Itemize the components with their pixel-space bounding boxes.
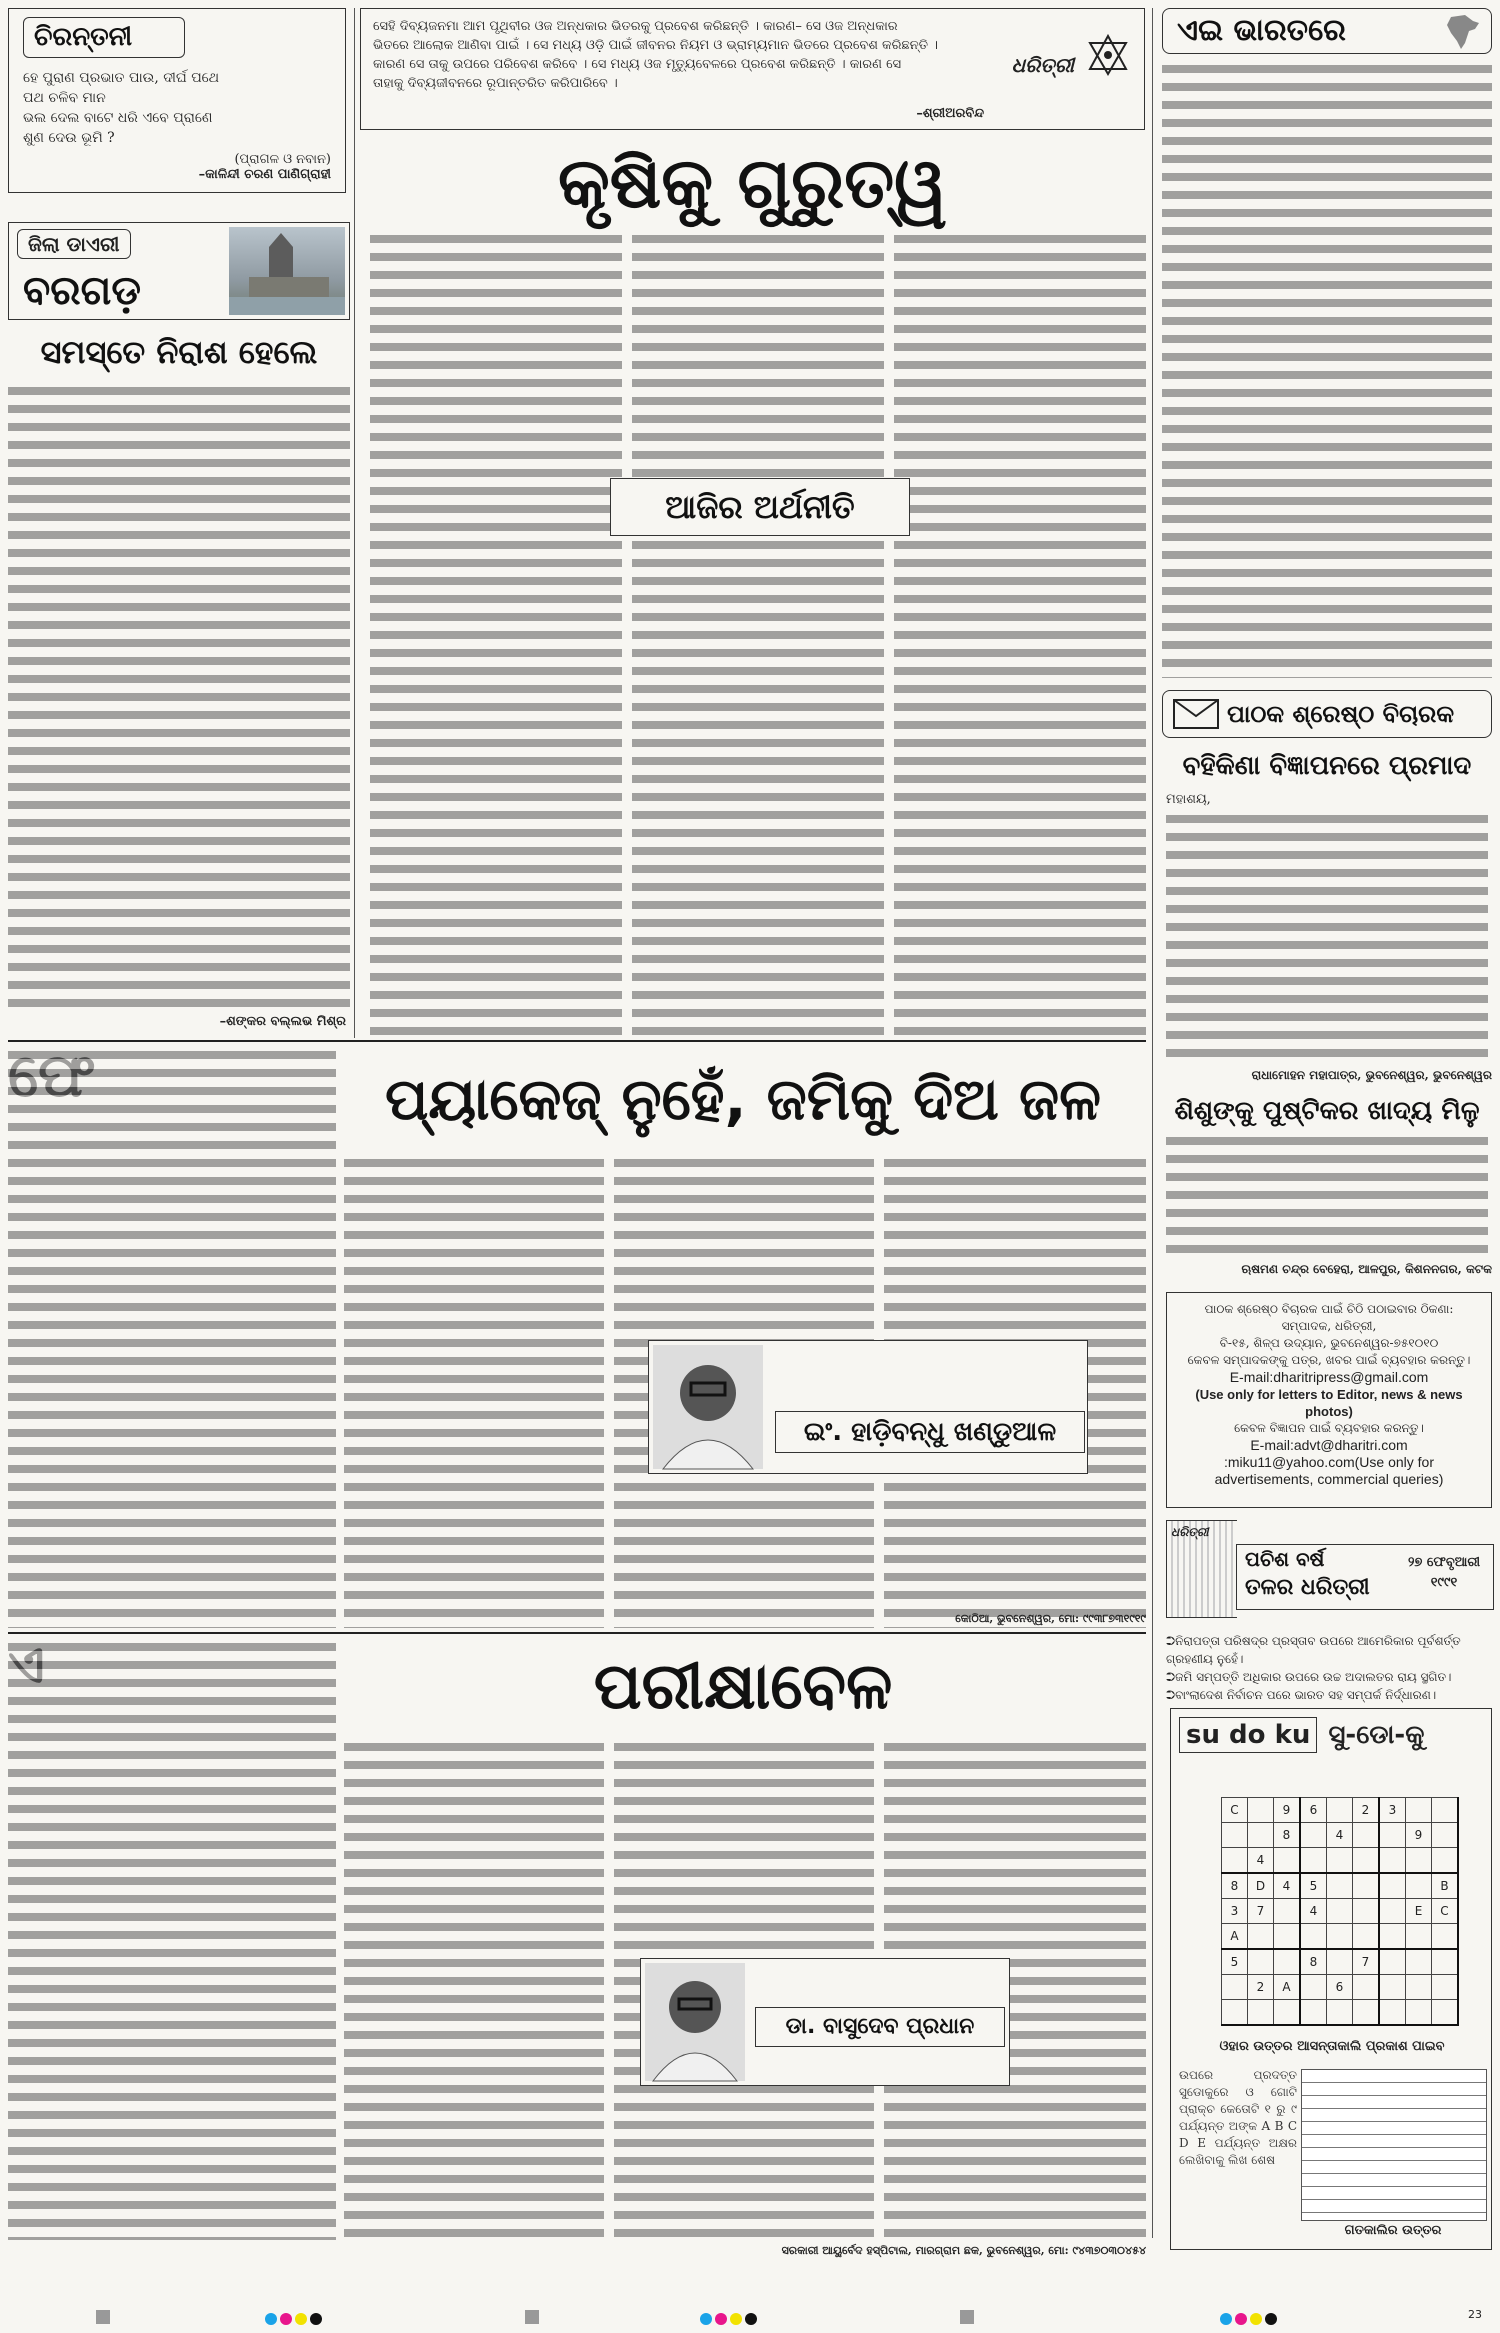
sudoku-cell[interactable] <box>1248 1823 1274 1848</box>
district-name: ବରଗଡ଼ <box>23 268 141 314</box>
sudoku-cell[interactable] <box>1406 1798 1432 1823</box>
sudoku-cell[interactable] <box>1300 1924 1327 1950</box>
sudoku-solution-grid <box>1301 2069 1487 2221</box>
brand-logo: ଧରିତ୍ରୀ <box>1011 53 1074 77</box>
sudoku-cell[interactable]: A <box>1222 1924 1248 1950</box>
sudoku-cell[interactable] <box>1353 1848 1380 1874</box>
registration-bar <box>960 2310 974 2324</box>
cmyk-dots <box>700 2310 760 2329</box>
letter-body <box>1166 812 1488 1062</box>
email-yahoo-note: advertisements, commercial queries) <box>1214 1471 1444 1487</box>
sudoku-cell[interactable] <box>1300 1848 1327 1874</box>
poem-line: ହେ ପୁରାଣ ପ୍ରଭାତ ପାଉ, ଦୀର୍ଘ ପଥେ <box>23 70 220 86</box>
contact-line: ସମ୍ପାଦକ, ଧରିତ୍ରୀ, <box>1281 1319 1377 1333</box>
column-rule <box>354 8 355 1038</box>
sudoku-cell[interactable] <box>1379 1873 1406 1899</box>
sudoku-cell[interactable] <box>1353 2000 1380 2026</box>
sudoku-cell[interactable] <box>1432 2000 1459 2026</box>
sudoku-cell[interactable]: 7 <box>1248 1899 1274 1924</box>
history-item: ➲ନିରାପତ୍ତା ପରିଷଦ୍ର ପ୍ରସ୍ତାବ ଉପରେ ଆମେରିକାର ପୂର୍ବଶର୍ତ୍ତ ଗ୍ରହଣୀୟ ନୁହେଁ। <box>1166 1634 1461 1666</box>
quote-line: ସେହି ଦିବ୍ୟଜନମା ଆମ ପୃଥିବୀର ଓଜ ଅନ୍ଧକାର ଭିତରକୁ ପ୍ରବେଶ କରିଛନ୍ତି । କାରଣ– ସେ ଓଜ ଅନ୍ଧକାର <box>373 19 898 34</box>
poem-line: ଭଲ ଦେଲ ବାଟେ ଧରି ଏବେ ପ୍ରାଣେ <box>23 110 213 126</box>
sudoku-cell[interactable]: 4 <box>1327 1823 1353 1848</box>
sudoku-cell[interactable]: 5 <box>1300 1873 1327 1899</box>
contact-ad-note: କେବଳ ବିଜ୍ଞାପନ ପାଇଁ ବ୍ୟବହାର କରନ୍ତୁ। <box>1234 1421 1424 1435</box>
sudoku-cell[interactable]: E <box>1406 1899 1432 1924</box>
sudoku-cell[interactable] <box>1379 1924 1406 1950</box>
package-col-1 <box>8 1048 336 1628</box>
sudoku-answer-note: ଓହାର ଉତ୍ତର ଆସନ୍ତାକାଲି ପ୍ରକାଶ ପାଇବ <box>1219 2039 1445 2054</box>
quote-line: କାରଣ ସେ ତାକୁ ଉପରେ ପରିବେଶ କରିବେ । ସେ ମଧ୍ୟ ଓଜ ମୃତ୍ୟୁବେଳରେ ପ୍ରବେଶ କରିଛନ୍ତି । କାରଣ ସେ <box>373 57 902 72</box>
sudoku-cell[interactable] <box>1406 2000 1432 2026</box>
sudoku-cell[interactable]: 6 <box>1327 1975 1353 2000</box>
text-column <box>8 1048 336 1628</box>
sudoku-cell[interactable] <box>1432 1848 1459 1874</box>
package-author-box <box>648 1340 1088 1474</box>
poem-source: (ପ୍ରାଗଳ ଓ ନବାନ) <box>234 152 331 167</box>
quote-line: ତାହାକୁ ଦିବ୍ୟଜୀବନରେ ରୂପାନ୍ତରିତ କରିପାରିବେ । <box>373 76 618 91</box>
poem-author: –କାଳିନ୍ଦୀ ଚରଣ ପାଣିଗ୍ରାହୀ <box>198 167 331 182</box>
editorial-col-2 <box>632 232 884 1037</box>
sudoku-instructions: ଉପରେ ପ୍ରଦତ୍ତ ସୁଡୋକୁରେ ଓ ଗୋଟି ପ୍ରାକ୍ଚ କେତୋଟି ୧ ରୁ ୯ ପର୍ଯ୍ୟନ୍ତ ଅଙ୍କ A B C D E ପର୍ଯ୍ୟନ୍ତ ଅକ୍ଷର ଲେଖିବାକୁ ଲିଖ ଶେଷ <box>1179 2068 1297 2167</box>
sudoku-cell[interactable] <box>1406 1949 1432 1975</box>
editorial-col-3 <box>894 232 1146 1037</box>
cmyk-dots <box>265 2310 325 2329</box>
sudoku-cell[interactable] <box>1379 1848 1406 1874</box>
exam-author-box <box>640 1958 1010 2086</box>
history-box <box>1166 1520 1492 1632</box>
exam-col-2 <box>344 1740 604 2240</box>
sudoku-cell[interactable] <box>1432 1823 1459 1848</box>
sudoku-cell[interactable]: D <box>1248 1873 1274 1899</box>
sudoku-cell[interactable] <box>1432 1798 1459 1823</box>
package-col-2 <box>344 1156 604 1628</box>
text-column <box>370 232 622 1037</box>
sudoku-cell[interactable] <box>1406 1873 1432 1899</box>
sudoku-cell[interactable] <box>1222 1848 1248 1874</box>
sudoku-cell[interactable] <box>1353 1924 1380 1950</box>
sudoku-cell[interactable] <box>1406 1975 1432 2000</box>
sudoku-cell[interactable] <box>1300 2000 1327 2026</box>
text-column <box>8 384 350 1012</box>
star-emblem-icon <box>1086 33 1130 77</box>
editorial-tag: ଆଜିର ଅର୍ଥନୀତି <box>665 488 855 526</box>
registration-bar <box>525 2310 539 2324</box>
sudoku-cell[interactable]: 4 <box>1274 1873 1301 1899</box>
email-editor-note: (Use only for letters to Editor, news & news photos) <box>1195 1387 1463 1419</box>
sudoku-row <box>1222 1949 1459 1975</box>
sudoku-cell[interactable] <box>1248 1798 1274 1823</box>
print-marks <box>0 2300 1500 2333</box>
reader-section-title: ପାଠକ ଶ୍ରେଷ୍ଠ ବିଚାରକ <box>1227 700 1455 728</box>
history-subtitle: ତଳର ଧରିତ୍ରୀ <box>1245 1575 1370 1600</box>
cmyk-dots <box>1220 2310 1280 2329</box>
text-column <box>344 1156 604 1628</box>
poem-line: ପଥ ଚଳିବ ମାନ <box>23 90 106 106</box>
section-title: ଚିରନ୍ତନୀ <box>23 17 185 58</box>
sudoku-cell[interactable] <box>1274 1924 1301 1950</box>
exam-col-1 <box>8 1640 336 2240</box>
sudoku-cell[interactable]: 9 <box>1274 1798 1301 1823</box>
sudoku-row <box>1222 1899 1459 1924</box>
sudoku-cell[interactable]: A <box>1274 1975 1301 2000</box>
district-label: ଜିଲା ଡାଏରୀ <box>17 229 131 259</box>
sudoku-cell[interactable] <box>1432 1924 1459 1950</box>
sudoku-cell[interactable] <box>1300 1823 1327 1848</box>
sudoku-row <box>1222 1924 1459 1950</box>
sudoku-title <box>1179 1717 1424 1753</box>
ei-bharatare-body <box>1162 62 1492 678</box>
sudoku-cell[interactable] <box>1327 1848 1353 1874</box>
sudoku-cell[interactable]: 4 <box>1300 1899 1327 1924</box>
history-brand-tab <box>1166 1520 1237 1618</box>
sudoku-cell[interactable]: 8 <box>1300 1949 1327 1975</box>
sudoku-cell[interactable] <box>1274 2000 1301 2026</box>
text-column <box>894 232 1146 1037</box>
text-column <box>1162 62 1492 678</box>
letter-headline: ବହିକିଣା ବିଜ୍ଞାପନରେ ପ୍ରମାଦ <box>1182 751 1472 781</box>
sudoku-cell[interactable] <box>1406 1848 1432 1874</box>
editorial-headline: କୃଷିକୁ ଗୁରୁତ୍ୱ <box>557 142 948 224</box>
contact-intro: ପାଠକ ଶ୍ରେଷ୍ଠ ବିଚାରକ ପାଇଁ ଚିଠି ପଠାଇବାର ଠିକଣା: <box>1204 1302 1454 1316</box>
text-column <box>8 1640 336 2240</box>
sudoku-cell[interactable] <box>1327 1899 1353 1924</box>
second-letter-author: ଋଷମଣ ଚନ୍ଦ୍ର ବେହେରା, ଆଳପୁର, କିଶନନଗର, କଟକ <box>1241 1262 1492 1276</box>
contact-box <box>1166 1292 1492 1508</box>
exam-address: ସରକାରୀ ଆୟୁର୍ବେଦ ହସ୍ପିଟାଲ, ମାରଗ୍ରାମ ଛକ, ଭୁବନେଶ୍ୱର, ମୋ: ୯୪୩୭୦୩୦୪୫୪ <box>781 2244 1146 2257</box>
text-column <box>1166 1134 1488 1258</box>
sudoku-row <box>1222 2000 1459 2026</box>
second-letter-body <box>1166 1134 1488 1258</box>
sudoku-cell[interactable] <box>1274 1848 1301 1874</box>
envelope-icon <box>1173 699 1219 729</box>
quote-text <box>373 17 973 93</box>
editorial-tag-box <box>610 478 910 536</box>
sudoku-cell[interactable] <box>1327 1949 1353 1975</box>
sudoku-cell[interactable] <box>1248 1949 1274 1975</box>
temple-photo <box>229 227 345 315</box>
sudoku-cell[interactable] <box>1248 2000 1274 2026</box>
right-header-title: ଏଇ ଭାରତରେ <box>1177 13 1346 48</box>
package-author: ଇଂ. ହାଡ଼ିବନ୍ଧୁ ଖଣ୍ଡୁଆଳ <box>775 1411 1085 1453</box>
exam-headline: ପରୀକ୍ଷାବେଳ <box>593 1650 893 1724</box>
sudoku-cell[interactable]: C <box>1432 1899 1459 1924</box>
sudoku-cell[interactable] <box>1379 1975 1406 2000</box>
sudoku-cell[interactable]: 6 <box>1300 1798 1327 1823</box>
ei-bharatare-header <box>1162 8 1492 54</box>
sudoku-solution-label: ଗତକାଲିର ଉତ୍ତର <box>1344 2223 1442 2238</box>
package-headline: ପ୍ୟାକେଜ୍ ନୁହେଁ, ଜମିକୁ ଦିଅ ଜଳ <box>384 1065 1102 1133</box>
sudoku-cell[interactable] <box>1353 1975 1380 2000</box>
sudoku-cell[interactable] <box>1353 1899 1380 1924</box>
history-brand: ଧରିତ୍ରୀ <box>1171 1525 1209 1539</box>
editorial-col-1 <box>370 232 622 1037</box>
sudoku-cell[interactable]: C <box>1222 1798 1248 1823</box>
sudoku-cell[interactable] <box>1379 1823 1406 1848</box>
sudoku-cell[interactable] <box>1274 1899 1301 1924</box>
author-photo <box>653 1345 763 1469</box>
sudoku-title-or: ସୁ-ଡୋ-କୁ <box>1328 1720 1425 1750</box>
sudoku-cell[interactable]: B <box>1432 1873 1459 1899</box>
sudoku-title-en: su do ku <box>1179 1717 1317 1753</box>
history-years: ପଚିଶ ବର୍ଷ <box>1245 1547 1325 1571</box>
sudoku-cell[interactable] <box>1432 1949 1459 1975</box>
contact-line: ବି-୧୫, ଶିଳ୍ପ ଉଦ୍ୟାନ, ଭୁବନେଶ୍ୱର-୭୫୧୦୧୦ <box>1219 1336 1439 1350</box>
quote-line: ଭିତରେ ଆଲୋକ ଆଣିବା ପାଇଁ । ସେ ମଧ୍ୟ ଓଡ଼ି ପାଇଁ ଜୀବନର ନିୟମ ଓ ଭ୍ରାମ୍ୟମାନ ଭିତରେ ପ୍ରବେଶ କରିଛନ୍ତି । <box>373 38 938 53</box>
sudoku-cell[interactable] <box>1406 1924 1432 1950</box>
sudoku-cell[interactable] <box>1222 1823 1248 1848</box>
contact-line: କେବଳ ସମ୍ପାଦକଙ୍କୁ ପତ୍ର, ଖବର ପାଇଁ ବ୍ୟବହାର କରନ୍ତୁ। <box>1187 1353 1471 1367</box>
poem <box>23 68 331 148</box>
exam-author: ଡା. ବାସୁଦେବ ପ୍ରଧାନ <box>755 2007 1005 2047</box>
sudoku-cell[interactable]: 5 <box>1222 1949 1248 1975</box>
sudoku-cell[interactable] <box>1327 1873 1353 1899</box>
text-column <box>632 232 884 1037</box>
sudoku-cell[interactable] <box>1248 1924 1274 1950</box>
sudoku-cell[interactable] <box>1432 1975 1459 2000</box>
letter-author: ରାଧାମୋହନ ମହାପାତ୍ର, ଭୁବନେଶ୍ୱର, ଭୁବନେଶ୍ୱର <box>1251 1068 1492 1082</box>
registration-bar <box>96 2310 110 2324</box>
sudoku-cell[interactable] <box>1327 1798 1353 1823</box>
sudoku-cell[interactable] <box>1222 2000 1248 2026</box>
history-title-box <box>1236 1544 1494 1610</box>
sudoku-row <box>1222 1823 1459 1848</box>
sudoku-cell[interactable]: 3 <box>1379 1798 1406 1823</box>
district-box <box>8 222 350 320</box>
sudoku-cell[interactable]: 2 <box>1248 1975 1274 2000</box>
section-rule <box>8 1632 1146 1634</box>
author-photo <box>645 1963 745 2081</box>
story-left-byline: –ଶଙ୍କର ବଲ୍ଲଭ ମିଶ୍ର <box>219 1014 346 1029</box>
email-advt[interactable]: E-mail:advt@dharitri.com <box>1250 1437 1408 1453</box>
sudoku-cell[interactable]: 2 <box>1353 1798 1380 1823</box>
sudoku-row <box>1222 1873 1459 1899</box>
history-items <box>1166 1632 1492 1702</box>
sudoku-cell[interactable] <box>1274 1949 1301 1975</box>
sudoku-cell[interactable] <box>1353 1823 1380 1848</box>
sudoku-cell[interactable]: 8 <box>1222 1873 1248 1899</box>
sudoku-cell[interactable] <box>1379 2000 1406 2026</box>
story-left-body <box>8 384 350 1012</box>
history-item: ➲ଜମି ସମ୍ପତ୍ତି ଅଧିକାର ଉପରେ ଉଚ୍ଚ ଅଦାଲତର ରାୟ ସ୍ଥଗିତ। <box>1166 1670 1452 1684</box>
page-number: 23 <box>1468 2308 1482 2321</box>
sudoku-cell[interactable] <box>1353 1873 1380 1899</box>
story-left-headline: ସମସ୍ତେ ନିରାଶ ହେଲେ <box>40 333 318 371</box>
sudoku-row <box>1222 1798 1459 1823</box>
section-rule <box>8 1040 1146 1042</box>
chirantani-box <box>8 8 346 193</box>
reader-section-header <box>1162 690 1492 738</box>
sudoku-row <box>1222 1848 1459 1874</box>
sudoku-cell[interactable]: 3 <box>1222 1899 1248 1924</box>
history-item: ➲ବାଂଲାଦେଶ ନିର୍ବାଚନ ପରେ ଭାରତ ସହ ସମ୍ପର୍କ ନିର୍ଦ୍ଧାରଣ। <box>1166 1688 1437 1702</box>
sudoku-cell[interactable]: 9 <box>1406 1823 1432 1848</box>
letter-salutation: ମହାଶୟ, <box>1166 792 1211 807</box>
package-address: କୋଠିଆ, ଭୁବନେଶ୍ୱର, ମୋ: ୯୯୩୮୭୩୧୯୧୯ <box>955 1612 1146 1625</box>
email-editor[interactable]: E-mail:dharitripress@gmail.com <box>1229 1369 1429 1385</box>
sudoku-cell[interactable] <box>1300 1975 1327 2000</box>
sudoku-cell[interactable] <box>1379 1949 1406 1975</box>
second-letter-headline: ଶିଶୁଙ୍କୁ ପୁଷ୍ଟିକର ଖାଦ୍ୟ ମିଳୁ <box>1174 1096 1480 1126</box>
text-column <box>344 1740 604 2240</box>
history-date: ୨୭ ଫେବୃଆରୀ ୧୯୯୧ <box>1407 1555 1481 1590</box>
sudoku-cell[interactable] <box>1327 1924 1353 1950</box>
sudoku-cell[interactable]: 8 <box>1274 1823 1301 1848</box>
sudoku-cell[interactable]: 4 <box>1248 1848 1274 1874</box>
sudoku-box <box>1170 1708 1492 2250</box>
quote-author: –ଶ୍ରୀଅରବିନ୍ଦ <box>916 106 984 121</box>
sudoku-cell[interactable] <box>1222 1975 1248 2000</box>
column-rule <box>1152 8 1153 2238</box>
sudoku-grid[interactable] <box>1221 1797 1459 2026</box>
quote-box <box>360 8 1145 130</box>
india-map-icon <box>1443 13 1483 51</box>
text-column <box>1166 812 1488 1062</box>
sudoku-row <box>1222 1975 1459 2000</box>
email-yahoo[interactable]: :miku11@yahoo.com(Use only for <box>1223 1454 1435 1470</box>
poem-line: ଶୁଣ ଦେଉ ଭୂମି ? <box>23 130 115 146</box>
sudoku-cell[interactable] <box>1379 1899 1406 1924</box>
sudoku-cell[interactable]: 7 <box>1353 1949 1380 1975</box>
sudoku-cell[interactable] <box>1327 2000 1353 2026</box>
